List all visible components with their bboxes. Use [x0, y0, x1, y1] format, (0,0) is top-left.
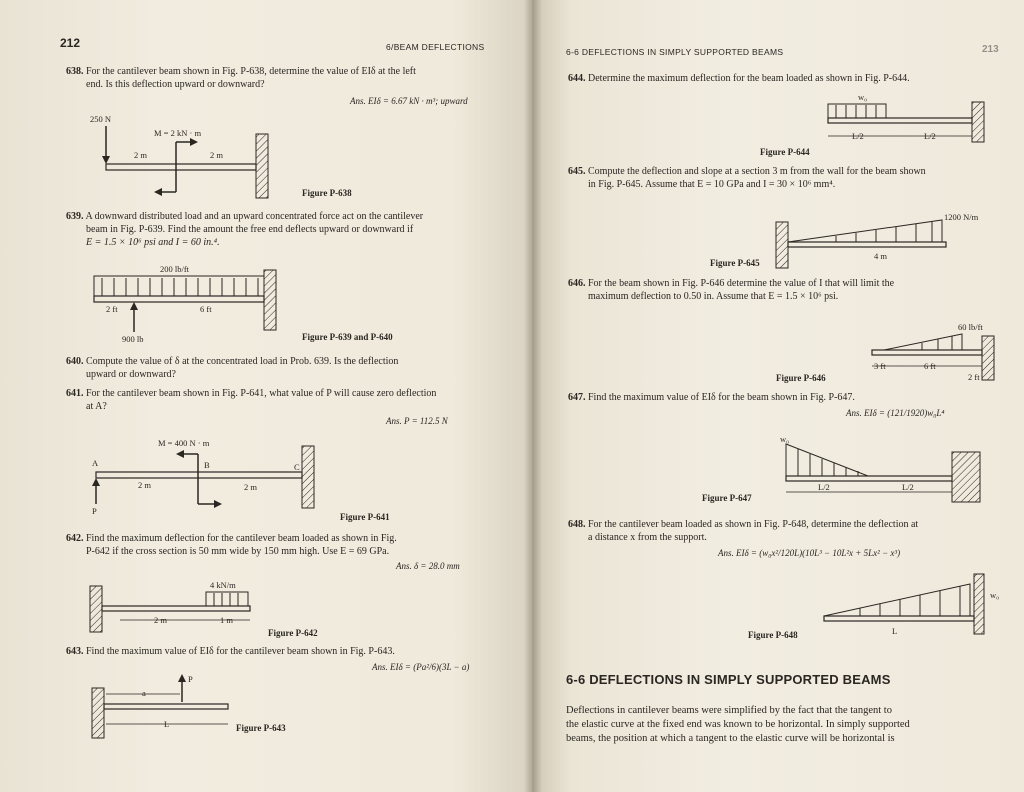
problem-number: 646. [568, 278, 586, 289]
problem-text: For the cantilever beam shown in Fig. P-641, what value of P will cause zero deflection [86, 388, 437, 399]
answer: Ans. EIδ = (w₀x²/120L)(10L³ − 10L²x + 5Lx² − x³) [718, 548, 901, 558]
span-label: L/2 [924, 131, 936, 141]
running-head: 6/BEAM DEFLECTIONS [386, 42, 485, 52]
span-label: L/2 [818, 482, 830, 492]
figure-p647-diagram [778, 430, 988, 516]
load-label: 250 N [90, 114, 112, 124]
answer: Ans. EIδ = (Pa²/6)(3L − a) [372, 662, 470, 672]
figure-p643-diagram [92, 672, 252, 742]
span-label: 2 m [134, 150, 147, 160]
load-label: 200 lb/ft [160, 264, 190, 274]
load-label: w₀ [990, 590, 1000, 600]
problem-text: For the cantilever beam shown in Fig. P-638, determine the value of EIδ at the left [86, 66, 416, 77]
figure-caption: Figure P-648 [748, 630, 798, 640]
problem-text: Compute the value of δ at the concentrated load in Prob. 639. Is the deflection [86, 356, 399, 367]
span-label: 2 m [154, 615, 167, 625]
dimension-label: a [142, 688, 146, 698]
problem-text: Find the maximum deflection for the cantilever beam loaded as shown in Fig. [86, 533, 397, 544]
figure-caption: Figure P-639 and P-640 [302, 332, 393, 342]
span-label: 2 m [210, 150, 223, 160]
span-label: 2 m [138, 480, 151, 490]
page-number: 212 [60, 36, 81, 50]
book-gutter [524, 0, 542, 792]
span-label: L/2 [852, 131, 864, 141]
problem-642 [66, 533, 486, 546]
span-label: L [892, 626, 898, 636]
problem-643 [66, 646, 486, 659]
point-label: B [204, 460, 210, 470]
figure-caption: Figure P-647 [702, 493, 752, 503]
problem-number: 640. [66, 356, 84, 367]
span-label: 2 ft [968, 372, 980, 382]
figure-caption: Figure P-641 [340, 512, 390, 522]
span-label: 2 m [244, 482, 257, 492]
figure-caption: Figure P-643 [236, 723, 286, 733]
load-label: 4 kN/m [210, 580, 236, 590]
figure-p646-diagram [872, 318, 1002, 382]
problem-text: Find the maximum value of EIδ for the cantilever beam shown in Fig. P-643. [86, 646, 395, 657]
problem-text: Determine the maximum deflection for the beam loaded as shown in Fig. P-644. [588, 73, 910, 84]
answer: Ans. EIδ = (121/1920)w₀L⁴ [846, 408, 945, 418]
paragraph-line: beams, the position at which a tangent to the elastic curve will be horizontal is [566, 733, 895, 744]
span-label: 2 ft [106, 304, 118, 314]
span-label: 3 ft [874, 361, 886, 371]
problem-640 [66, 356, 486, 369]
answer: Ans. EIδ = 6.67 kN · m³; upward [350, 96, 468, 106]
figure-p638-diagram [90, 112, 330, 202]
figure-p648-diagram [820, 568, 1010, 638]
problem-646 [568, 278, 1008, 291]
problem-647 [568, 392, 1008, 405]
load-label: 60 lb/ft [958, 322, 983, 332]
problem-text: P-642 if the cross section is 50 mm wide by 150 mm high. Use E = 69 GPa. [86, 546, 390, 557]
problem-text: A downward distributed load and an upward concentrated force act on the cantilever [85, 211, 424, 222]
answer: Ans. δ = 28.0 mm [396, 561, 460, 571]
problem-number: 638. [66, 66, 84, 77]
problem-645 [568, 166, 1008, 179]
problem-number: 644. [568, 73, 586, 84]
figure-p641-diagram [88, 436, 328, 516]
figure-caption: Figure P-646 [776, 373, 826, 383]
problem-text: E = 1.5 × 10⁶ psi and I = 60 in.⁴. [86, 237, 220, 248]
force-label: 900 lb [122, 334, 144, 344]
figure-caption: Figure P-645 [710, 258, 760, 268]
problem-number: 645. [568, 166, 586, 177]
moment-label: M = 400 N · m [158, 438, 210, 448]
force-label: P [92, 506, 97, 516]
figure-caption: Figure P-642 [268, 628, 318, 638]
moment-label: M = 2 kN · m [154, 128, 202, 138]
force-label: P [188, 674, 193, 684]
load-label: w₀ [858, 92, 868, 102]
paragraph-line: the elastic curve at the fixed end was known to be horizontal. In simply supported [566, 719, 910, 730]
problem-text: at A? [86, 401, 107, 412]
problem-number: 648. [568, 519, 586, 530]
page-number: 213 [982, 44, 999, 55]
problem-text: Compute the deflection and slope at a section 3 m from the wall for the beam shown [588, 166, 926, 177]
problem-number: 647. [568, 392, 586, 403]
problem-text: For the cantilever beam loaded as shown in Fig. P-648, determine the deflection at [588, 519, 919, 530]
span-label: 4 m [874, 251, 887, 261]
right-page [532, 0, 1024, 792]
load-label: w₀ [780, 434, 790, 444]
problem-number: 643. [66, 646, 84, 657]
problem-text: For the beam shown in Fig. P-646 determine the value of I that will limit the [588, 278, 895, 289]
problem-text: upward or downward? [86, 369, 176, 380]
span-label: 6 ft [924, 361, 936, 371]
load-label: 1200 N/m [944, 212, 979, 222]
dimension-label: L [164, 719, 170, 729]
problem-639 [66, 211, 486, 224]
problem-638 [66, 66, 486, 79]
figure-p644-diagram [828, 92, 998, 162]
problem-number: 639. [66, 211, 84, 222]
figure-p642-diagram [90, 578, 290, 638]
problem-text: a distance x from the support. [588, 532, 707, 543]
problem-644 [568, 73, 1008, 86]
figure-p639-diagram [90, 262, 300, 342]
point-label: C [294, 462, 300, 472]
problem-number: 642. [66, 533, 84, 544]
running-head: 6-6 DEFLECTIONS IN SIMPLY SUPPORTED BEAMS [566, 47, 784, 57]
span-label: 1 m [220, 615, 233, 625]
problem-text: Find the maximum value of EIδ for the beam shown in Fig. P-647. [588, 392, 855, 403]
problem-648 [568, 519, 1008, 532]
span-label: 6 ft [200, 304, 212, 314]
problem-text: maximum deflection to 0.50 in. Assume that E = 1.5 × 10⁶ psi. [588, 291, 839, 302]
figure-caption: Figure P-644 [760, 147, 810, 157]
problem-text: beam in Fig. P-639. Find the amount the free end deflects upward or downward if [86, 224, 414, 235]
point-label: A [92, 458, 99, 468]
problem-text: in Fig. P-645. Assume that E = 10 GPa and I = 30 × 10⁶ mm⁴. [588, 179, 836, 190]
section-title: 6-6 DEFLECTIONS IN SIMPLY SUPPORTED BEAMS [566, 672, 891, 687]
figure-p645-diagram [776, 208, 996, 270]
figure-caption: Figure P-638 [302, 188, 352, 198]
problem-641 [66, 388, 486, 401]
answer: Ans. P = 112.5 N [386, 416, 448, 426]
paragraph-line: Deflections in cantilever beams were simplified by the fact that the tangent to [566, 705, 892, 716]
span-label: L/2 [902, 482, 914, 492]
problem-number: 641. [66, 388, 84, 399]
problem-text: end. Is this deflection upward or downward? [86, 79, 265, 90]
